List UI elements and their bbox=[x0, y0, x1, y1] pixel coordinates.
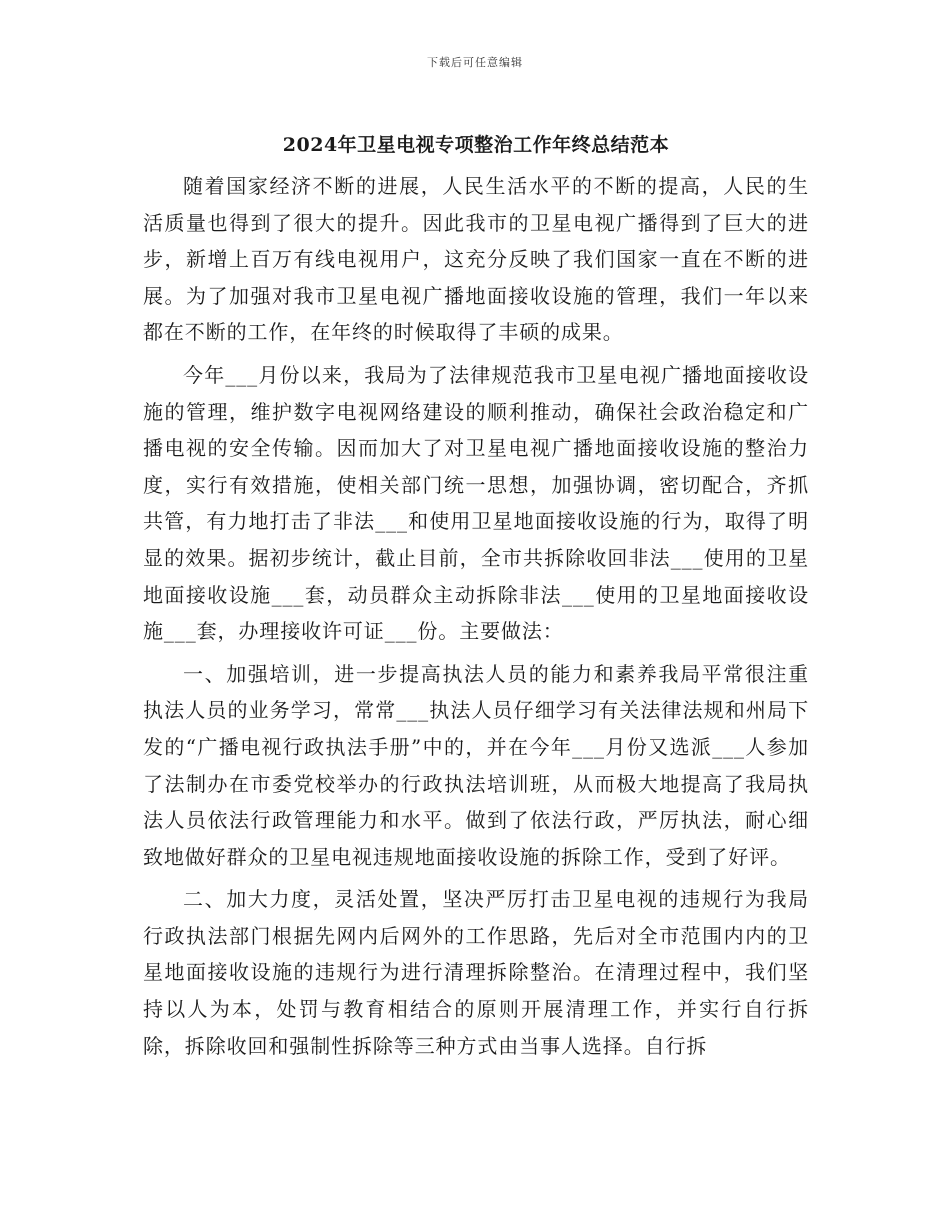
paragraph-training: 一、加强培训，进一步提高执法人员的能力和素养我局平常很注重执法人员的业务学习，常常___执法人员仔细学习有关法律法规和州局下发的“广播电视行政执法手册”中的，并在今年___月份又选派___人参加了法制办在市委党校举办的行政执法培训班，从而极大地提高了我局执法人员依法行政管理能力和水平。做到了依法行政，严厉执法，耐心细致地做好群众的卫星电视违规地面接收设施的拆除工作，受到了好评。 bbox=[143, 661, 809, 869]
paragraph-intro: 随着国家经济不断的进展，人民生活水平的不断的提高，人民的生活质量也得到了很大的提升。因此我市的卫星电视广播得到了巨大的进步，新增上百万有线电视用户，这充分反映了我们国家一直在不断的进展。为了加强对我市卫星电视广播地面接收设施的管理，我们一年以来都在不断的工作，在年终的时候取得了丰硕的成果。 bbox=[143, 174, 809, 345]
document-title: 2024年卫星电视专项整治工作年终总结范本 bbox=[282, 134, 670, 156]
paragraph-overview: 今年___月份以来，我局为了法律规范我市卫星电视广播地面接收设施的管理，维护数字电视网络建设的顺利推动，确保社会政治稳定和广播电视的安全传输。因而加大了对卫星电视广播地面接收设施的整治力度，实行有效措施，使相关部门统一思想，加强协调，密切配合，齐抓共管，有力地打击了非法___和使用卫星地面接收设施的行为，取得了明显的效果。据初步统计，截止目前，全市共拆除收回非法___使用的卫星地面接收设施___套，动员群众主动拆除非法___使用的卫星地面接收设施___套，办理接收许可证___份。主要做法： bbox=[143, 362, 809, 644]
document-body bbox=[143, 168, 809, 1070]
paragraph-enforcement: 二、加大力度，灵活处置，坚决严厉打击卫星电视的违规行为我局行政执法部门根据先网内后网外的工作思路，先后对全市范围内内的卫星地面接收设施的违规行为进行清理拆除整治。在清理过程中，我们坚持以人为本，处罚与教育相结合的原则开展清理工作，并实行自行拆除，拆除收回和强制性拆除等三种方式由当事人选择。自行拆 bbox=[143, 887, 809, 1058]
header-note: 下载后可任意编辑 bbox=[427, 56, 523, 69]
